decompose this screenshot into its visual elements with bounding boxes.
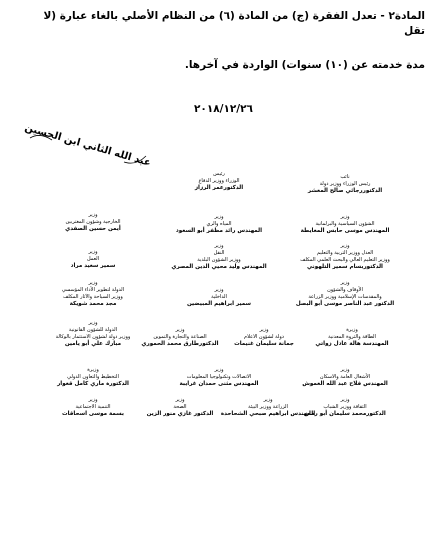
minister-block (270, 174, 420, 195)
minister-title: وزيرة (346, 327, 358, 333)
minister-title: التخطيط والتعاون الدولي (67, 374, 119, 380)
minister-name: المهندس رائد مظفر أبو السعود (175, 228, 263, 234)
minister-title: وزير (88, 397, 98, 403)
minister-title: النقل (213, 250, 225, 256)
minister-name: جمانة سليمان غنيمات (234, 341, 294, 347)
article-text-line-2: مدة خدمته عن (١٠) سنوات) الواردة في آخرها. (184, 59, 425, 71)
minister-title: ووزير الشؤون البلدية (197, 257, 241, 263)
minister-name: المهندسة هالة عادل زواتي (315, 341, 389, 347)
minister-title: الاتصالات وتكنولوجيا المعلومات (186, 374, 252, 380)
minister-title: نائب (340, 174, 350, 180)
minister-title: وزير (259, 327, 269, 333)
royal-signature-text: عبد الله الثاني ابن الحسين (23, 122, 153, 169)
minister-name: الدكتوررجائي صالح المعشر (307, 188, 383, 194)
minister-title: المياه والري (206, 221, 232, 227)
minister-title: وزير (214, 367, 224, 373)
minister-block (270, 280, 420, 308)
minister-title: الدولة للشؤون القانونية (68, 327, 118, 333)
minister-title: وزير (340, 280, 350, 286)
minister-title: ووزير التعليم العالي والبحث العلمي المكلف (300, 257, 390, 263)
minister-title: العدل ووزير التربية والتعليم (316, 250, 374, 256)
minister-block (18, 397, 168, 418)
minister-title: وزير (214, 243, 224, 249)
minister-title: الزراعة ووزير البيئة (248, 404, 288, 410)
minister-title: الأوقاف والشؤون (327, 287, 363, 293)
minister-name: الدكتور غازي منور الزين (146, 411, 214, 417)
minister-name: الدكتورمحمد سليمان أبو رمان (304, 411, 386, 417)
minister-title: وزير (88, 249, 98, 255)
minister-title: الخارجية وشؤون المغتربين (65, 219, 121, 225)
minister-title: وزير (340, 214, 350, 220)
minister-title: وزير (175, 397, 185, 403)
minister-title: الصحة (173, 404, 187, 410)
minister-title: وزير (214, 214, 224, 220)
minister-name: بسمة موسى اسحاقات (62, 411, 124, 417)
minister-name: الدكتوربسام سمير التلهوني (307, 264, 383, 270)
minister-name: الدكتورعمر الرزاز (194, 185, 244, 191)
minister-title: وزير (88, 320, 98, 326)
minister-title: الدولة لتطوير الأداء المؤسسي (61, 287, 125, 293)
minister-name: الدكتور عبد الناصر موسى أبو البصل (295, 301, 395, 307)
minister-title: وزير (175, 327, 185, 333)
minister-title: ووزير دولة لشؤون الاستثمار بالوكالة (55, 334, 131, 340)
minister-title: وزير (263, 397, 273, 403)
article-text-line-1: المادة٢ - تعدل الفقرة (ج) من المادة (٦) من النظام الأصلي بالغاء عبارة (لا تقل (43, 10, 425, 37)
minister-title: الداخلية (211, 294, 227, 300)
minister-name: المهندس فلاح عبد الله العموش (302, 381, 388, 387)
minister-block (270, 367, 420, 388)
minister-title: وزير (88, 280, 98, 286)
minister-title: وزير (340, 397, 350, 403)
minister-title: الصناعة والتجارة والتموين (153, 334, 207, 340)
minister-title: التنمية الاجتماعية (75, 404, 111, 410)
minister-name: مبارك علي أبو يامين (64, 341, 122, 347)
minister-title: الوزراء ووزير الدفاع (198, 178, 240, 184)
minister-title: دولة لشؤون الاعلام (244, 334, 284, 340)
minister-title: الطاقة والثروة المعدنية (328, 334, 376, 340)
minister-title: الشؤون السياسية والبرلمانية (315, 221, 375, 227)
minister-title: الثقافة ووزير الشباب (323, 404, 367, 410)
minister-block (277, 327, 427, 348)
minister-name: المهندس مثنى حمدان غرايبة (179, 381, 259, 387)
minister-title: وزير (88, 212, 98, 218)
minister-name: المهندس موسى حابس المعايطة (300, 228, 390, 234)
minister-title: رئيس (213, 171, 225, 177)
minister-title: وزير (340, 243, 350, 249)
minister-title: وزير (340, 367, 350, 373)
royal-signature-graphic (12, 118, 162, 173)
minister-name: مجد محمد شويكة (69, 301, 117, 307)
minister-title: والمقدسات الإسلامية ووزير الزراعة (308, 294, 382, 300)
minister-title: ووزير السياحة والآثار المكلف (63, 294, 123, 300)
minister-title: رئيس الوزراء ووزير دولة (319, 181, 371, 187)
minister-name: المهندس وليد محيي الدين المصري (171, 264, 267, 270)
minister-block (270, 214, 420, 235)
minister-name: أيمن حسين الصفدي (65, 226, 121, 232)
minister-name: المهندس ابراهيم صبحي الشحاحدة (220, 411, 316, 417)
minister-block (270, 243, 420, 271)
minister-name: الدكتورة ماري كامل قعوار (57, 381, 129, 387)
decree-date: ٢٠١٨/١٢/٢٦ (194, 103, 253, 115)
minister-name: سمير ابراهيم المبيضين (186, 301, 252, 307)
minister-title: الأشغال العامة والاسكان (319, 374, 371, 380)
minister-name: سمير سعيد مراد (70, 263, 116, 269)
minister-name: الدكتورطارق محمد الحموري (141, 341, 219, 347)
minister-title: وزير (214, 287, 224, 293)
royal-signature (12, 118, 162, 173)
minister-title: العمل (86, 256, 99, 262)
minister-title: وزيرة (87, 367, 99, 373)
